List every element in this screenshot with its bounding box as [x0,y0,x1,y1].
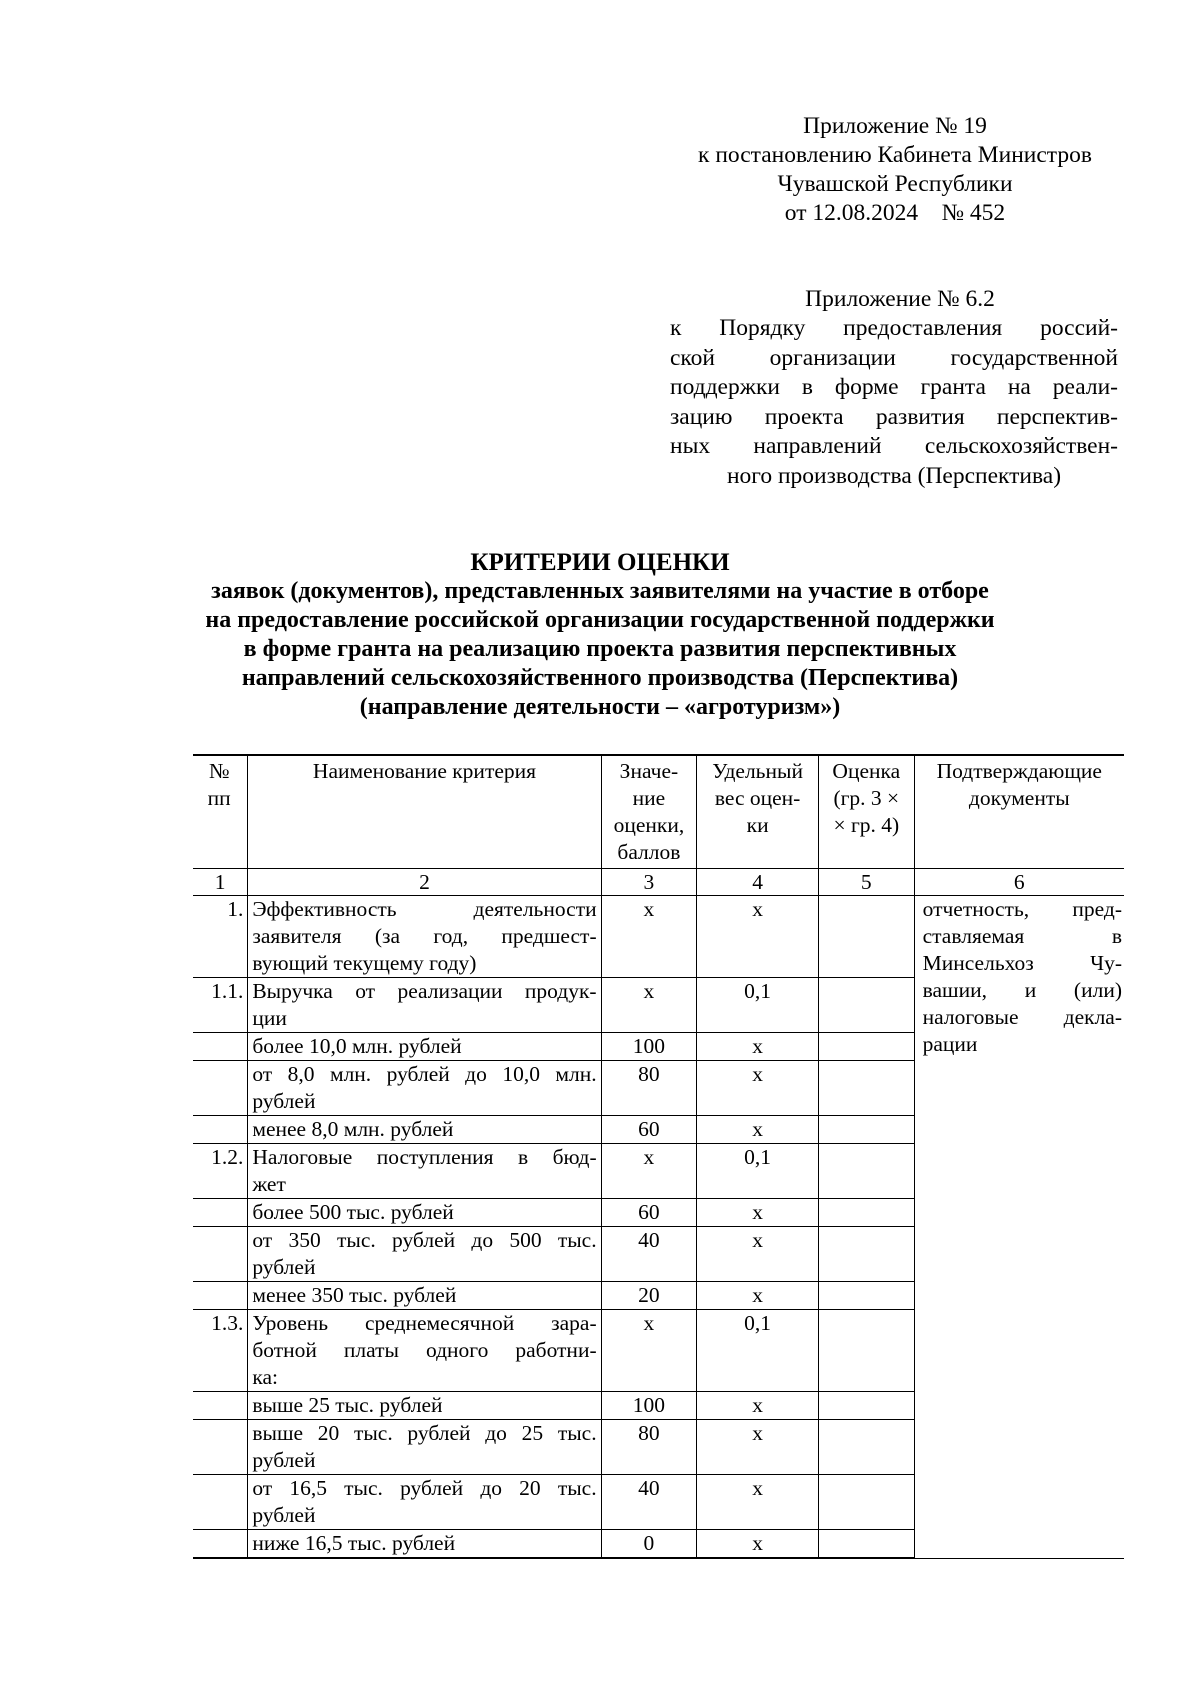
criterion-name [248,1392,601,1420]
header-text: ние [632,786,666,810]
supporting-documents-line: рации [922,1032,978,1056]
criterion-name-line: менее 350 тыс. рублей [252,1283,457,1307]
appendix-19-block [660,112,1130,228]
criterion-weight: х [697,896,819,978]
criterion-name-line: рублей [252,1448,316,1472]
criterion-value: 60 [601,1116,697,1144]
header-text: Подтверждающие [936,759,1102,783]
criterion-number [193,1199,248,1227]
criterion-number [193,1420,248,1475]
column-number: 6 [914,869,1124,896]
criterion-name [248,1282,601,1310]
criterion-value: х [601,896,697,978]
criterion-name [248,1144,601,1199]
criterion-value: 60 [601,1199,697,1227]
criterion-name [248,1475,601,1530]
criterion-value: 0 [601,1530,697,1559]
criterion-number: 1.1. [193,978,248,1033]
criterion-score [819,896,915,978]
criterion-score [819,1282,915,1310]
criterion-weight: х [697,1475,819,1530]
header-text: Оценка [832,759,901,783]
criterion-value: х [601,1310,697,1392]
criterion-name-line: Эффективность деятельности [252,897,597,921]
header-text: баллов [617,840,681,864]
criterion-score [819,1144,915,1199]
column-number: 3 [601,869,697,896]
column-number: 5 [819,869,915,896]
appendix-62-line: ской организации государственной [670,344,1118,371]
criterion-name [248,1199,601,1227]
title-line: на предоставление российской организации государственной поддержки [205,607,995,633]
criteria-table [193,754,1124,1559]
criterion-score [819,1227,915,1282]
criterion-weight: х [697,1033,819,1061]
criterion-name [248,1116,601,1144]
criterion-weight: х [697,1282,819,1310]
criterion-value: х [601,1144,697,1199]
column-number: 2 [248,869,601,896]
criterion-value: 40 [601,1227,697,1282]
criterion-name-line: выше 20 тыс. рублей до 25 тыс. [252,1421,597,1445]
criterion-score [819,1392,915,1420]
criterion-number [193,1530,248,1559]
header-text: пп [207,786,231,810]
criterion-value: 100 [601,1392,697,1420]
criterion-name-line: ботной платы одного работни- [252,1338,597,1362]
criterion-name [248,978,601,1033]
header-text: (гр. 3 × [833,786,900,810]
criterion-name-line: Уровень среднемесячной зара- [252,1311,597,1335]
criterion-name-line: жет [252,1172,286,1196]
header-text: № [208,759,230,783]
criterion-name-line: более 500 тыс. рублей [252,1200,454,1224]
criterion-name-line: от 350 тыс. рублей до 500 тыс. [252,1228,597,1252]
criterion-name-line: более 10,0 млн. рублей [252,1034,462,1058]
appendix-62-line: ных направлений сельскохозяйствен- [670,433,1118,459]
criterion-name-line: Выручка от реализации продук- [252,979,597,1003]
criterion-name [248,1310,601,1392]
criterion-name [248,1227,601,1282]
table-header-row [193,755,1124,869]
criterion-value: 40 [601,1475,697,1530]
criterion-name [248,1033,601,1061]
appendix-62-line: ного производства (Перспектива) [726,462,1062,489]
criterion-weight: х [697,1392,819,1420]
header-text: документы [968,786,1070,810]
criterion-value: 80 [601,1420,697,1475]
supporting-documents [914,896,1124,1559]
criterion-value: 80 [601,1061,697,1116]
criterion-name [248,896,601,978]
appendix-62-body [670,314,1118,491]
criterion-name-line: от 16,5 тыс. рублей до 20 тыс. [252,1476,597,1500]
title-line: направлений сельскохозяйственного производства (Перспектива) [241,665,959,691]
criterion-weight: х [697,1061,819,1116]
criterion-weight: 0,1 [697,1310,819,1392]
criterion-name-line: ниже 16,5 тыс. рублей [252,1531,456,1555]
column-number: 4 [697,869,819,896]
criterion-weight: 0,1 [697,1144,819,1199]
criterion-name-line: ка: [252,1365,278,1389]
criterion-name [248,1061,601,1116]
supporting-documents-line: Минсельхоз Чу- [922,951,1122,975]
supporting-documents-line: ставляемая в [922,924,1122,948]
header-number [193,755,248,869]
appendix-19-line: Чувашской Республики [777,171,1013,197]
criterion-number: 1.2. [193,1144,248,1199]
title-line: в форме гранта на реализацию проекта развития перспективных [243,636,957,662]
criterion-name-line: Налоговые поступления в бюд- [252,1145,597,1169]
criterion-weight: 0,1 [697,978,819,1033]
appendix-62-line: зацию проекта развития перспектив- [670,403,1118,430]
criterion-score [819,1061,915,1116]
criterion-name-line: менее 8,0 млн. рублей [252,1117,454,1141]
criterion-number: 1. [193,896,248,978]
criterion-score [819,1199,915,1227]
header-score [819,755,915,869]
supporting-documents-line: налоговые декла- [922,1005,1122,1029]
criterion-weight: х [697,1420,819,1475]
table-row [193,896,1124,978]
criterion-value: х [601,978,697,1033]
criterion-weight: х [697,1116,819,1144]
criterion-name-line: заявителя (за год, предшест- [252,924,597,948]
criterion-weight: х [697,1199,819,1227]
criterion-number [193,1282,248,1310]
criterion-name-line: от 8,0 млн. рублей до 10,0 млн. [252,1062,597,1086]
criterion-number [193,1116,248,1144]
header-documents [914,755,1124,869]
appendix-62-title: Приложение № 6.2 [805,286,995,312]
criterion-score [819,1116,915,1144]
criterion-name-line: ции [252,1006,287,1030]
column-number: 1 [193,869,248,896]
criterion-name-line: рублей [252,1503,316,1527]
title-heading: КРИТЕРИИ ОЦЕНКИ [470,549,730,576]
header-criterion: Наименование критерия [248,755,601,869]
criterion-name [248,1420,601,1475]
header-weight [697,755,819,869]
title-line: заявок (документов), представленных заявителями на участие в отборе [211,578,989,604]
supporting-documents-line: вашии, и (или) [922,978,1122,1002]
document-title [160,548,1040,722]
criterion-score [819,1310,915,1392]
appendix-19-line: к постановлению Кабинета Министров [698,142,1092,168]
criterion-score [819,1475,915,1530]
title-line: (направление деятельности – «агротуризм») [359,694,841,720]
appendix-19-line: Приложение № 19 [803,113,987,139]
header-text: Значе- [619,759,679,783]
supporting-documents-line: отчетность, пред- [922,897,1122,921]
header-text: ки [746,813,769,837]
criterion-value: 20 [601,1282,697,1310]
criterion-number [193,1061,248,1116]
appendix-19-date: от 12.08.2024 № 452 [784,200,1006,226]
criterion-name [248,1530,601,1559]
criterion-name-line: рублей [252,1255,316,1279]
criterion-name-line: выше 25 тыс. рублей [252,1393,443,1417]
appendix-62-line: к Порядку предоставления россий- [670,315,1118,341]
header-text: вес оцен- [714,786,801,810]
criterion-score [819,1420,915,1475]
criterion-score [819,978,915,1033]
header-text: Удельный [712,759,803,783]
criterion-number: 1.3. [193,1310,248,1392]
criterion-name-line: рублей [252,1089,316,1113]
criterion-number [193,1475,248,1530]
criterion-value: 100 [601,1033,697,1061]
header-text: × гр. 4) [833,813,900,837]
header-text: оценки, [613,813,685,837]
column-numbers-row [193,869,1124,896]
appendix-62-line: поддержки в форме гранта на реали- [670,374,1118,400]
criterion-score [819,1033,915,1061]
criterion-number [193,1227,248,1282]
criterion-number [193,1033,248,1061]
criterion-score [819,1530,915,1559]
criterion-weight: х [697,1530,819,1559]
criterion-number [193,1392,248,1420]
criterion-weight: х [697,1227,819,1282]
header-value [601,755,697,869]
criterion-name-line: вующий текущему году) [252,951,477,975]
